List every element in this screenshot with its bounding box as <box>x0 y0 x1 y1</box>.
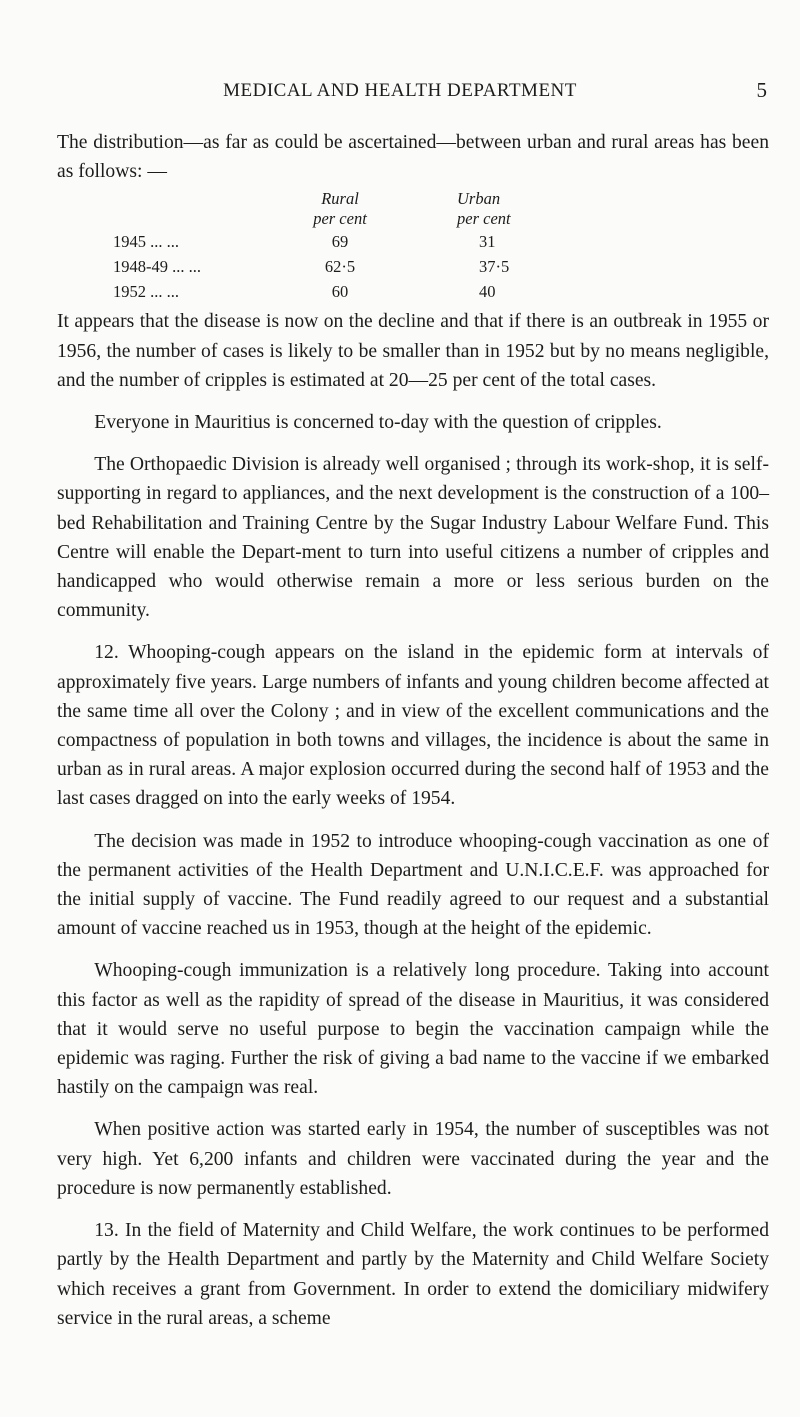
distribution-table <box>113 189 511 304</box>
paragraph-positive-action: When positive action was started early in 1954, the number of susceptibles was not very high. Yet 6,200 infants and children were vaccinated during the year and the procedure is now permanently established. <box>57 1119 769 1199</box>
paragraph-cripples: Everyone in Mauritius is concerned to-day with the question of cripples. <box>94 412 662 434</box>
page-number: 5 <box>756 78 767 102</box>
column-header-urban: Urban per cent <box>457 189 511 229</box>
rural-value: 62·5 <box>324 257 356 277</box>
page-header <box>0 76 800 106</box>
urban-value: 40 <box>479 282 496 302</box>
column-header-rural: Rural per cent <box>313 189 367 229</box>
table-header-row <box>113 189 511 229</box>
paragraph-whooping-cough: 12. Whooping-cough appears on the island in the epidemic form at intervals of approximately five years. Large numbers of infants and young children become affected at the same time all over the Colony ; and in view of the excellent communications and the compactness of population in both towns and villages, the incidence is about the same in urban as in rural areas. A major explosion occurred during the second half of 1953 and the last cases dragged on into the early weeks of 1954. <box>57 642 769 810</box>
rural-value: 60 <box>331 282 349 302</box>
rural-value: 69 <box>331 232 349 252</box>
intro-paragraph: The distribution—as far as could be ascertained—between urban and rural areas has been as follows: — <box>57 132 769 183</box>
year-cell: 1952 ... ... <box>113 282 179 302</box>
table-row <box>113 229 511 254</box>
paragraph-decline: It appears that the disease is now on the decline and that if there is an outbreak in 1955 or 1956, the number of cases is likely to be smaller than in 1952 but by no means negligible, and the number of cripples is estimated at 20—25 per cent of the total cases. <box>57 311 769 391</box>
table-row <box>113 279 511 304</box>
paragraph-maternity: 13. In the field of Maternity and Child Welfare, the work continues to be performed partly by the Health Department and partly by the Maternity and Child Welfare Society which receives a grant from Government. In order to extend the domiciliary midwifery service in the rural areas, a scheme <box>57 1220 769 1329</box>
body-text <box>57 128 769 1333</box>
year-cell: 1945 ... ... <box>113 232 179 252</box>
paragraph-immunization: Whooping-cough immunization is a relatively long procedure. Taking into account this factor as well as the rapidity of spread of the disease in Mauritius, it was considered that it would serve no useful purpose to begin the vaccination campaign while the epidemic was raging. Further the risk of giving a bad name to the vaccine if we embarked hastily on the campaign was real. <box>57 960 769 1099</box>
paragraph-vaccination-decision: The decision was made in 1952 to introduce whooping-cough vaccination as one of the permanent activities of the Health Department and U.N.I.C.E.F. was approached for the initial supply of vaccine. The Fund readily agreed to our request and a substantial amount of vaccine reached us in 1953, though at the height of the epidemic. <box>57 830 769 940</box>
running-head: MEDICAL AND HEALTH DEPARTMENT <box>223 80 577 101</box>
table-row <box>113 254 511 279</box>
urban-value: 31 <box>479 232 496 252</box>
year-cell: 1948-49 ... ... <box>113 257 201 277</box>
urban-value: 37·5 <box>479 257 510 277</box>
paragraph-orthopaedic: The Orthopaedic Division is already well organised ; through its work-shop, it is self-supporting in regard to appliances, and the next development is the construction of a 100–bed Rehabilitation and Training Centre by the Sugar Industry Labour Welfare Fund. This Centre will enable the Depart-ment to turn into useful citizens a number of cripples and handicapped who would otherwise remain a more or less serious burden on the community. <box>57 454 769 622</box>
